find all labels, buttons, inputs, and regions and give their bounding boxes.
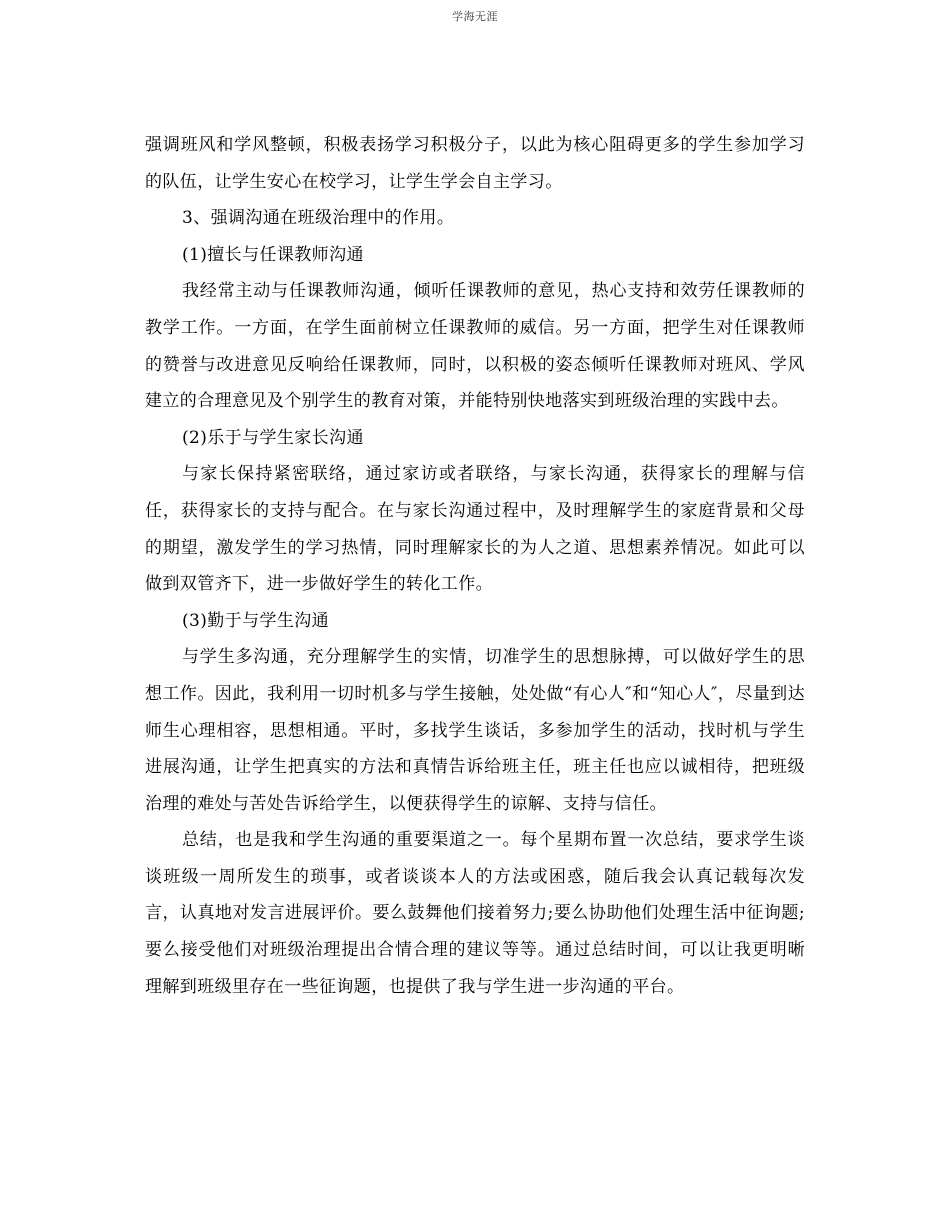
paragraph: 我经常主动与任课教师沟通，倾听任课教师的意见，热心支持和效劳任课教师的教学工作。一方面，在学生面前树立任课教师的威信。另一方面，把学生对任课教师的赞誉与改进意见反响给任课教师，同时，以积极的姿态倾听任课教师对班风、学风建立的合理意见及个别学生的教育对策，并能特别快地落实到班级治理的实践中去。 bbox=[145, 281, 805, 412]
subsection-heading: (2)乐于与学生家长沟通 bbox=[182, 427, 364, 448]
subsection-heading: (1)擅长与任课教师沟通 bbox=[182, 244, 364, 265]
subsection-heading: (3)勤于与学生沟通 bbox=[182, 610, 330, 631]
section-heading: 3、强调沟通在班级治理中的作用。 bbox=[182, 208, 455, 229]
paragraph: 与家长保持紧密联络，通过家访或者联络，与家长沟通，获得家长的理解与信任，获得家长的支持与配合。在与家长沟通过程中，及时理解学生的家庭背景和父母的期望，激发学生的学习热情，同时理解家长的为人之道、思想素养情况。如此可以做到双管齐下，进一步做好学生的转化工作。 bbox=[145, 464, 805, 595]
paragraph: 与学生多沟通，充分理解学生的实情，切准学生的思想脉搏，可以做好学生的思想工作。因此，我利用一切时机多与学生接触，处处做“有心人″和“知心人″，尽量到达师生心理相容，思想相通。平时，多找学生谈话，多参加学生的活动，找时机与学生进展沟通，让学生把真实的方法和真情告诉给班主任，班主任也应以诚相待，把班级治理的难处与苦处告诉给学生，以便获得学生的谅解、支持与信任。 bbox=[145, 647, 805, 814]
page-header: 学海无涯 bbox=[452, 10, 498, 23]
document-body bbox=[145, 127, 805, 1005]
paragraph: 强调班风和学风整顿，积极表扬学习积极分子，以此为核心阻碍更多的学生参加学习的队伍，让学生安心在校学习，让学生学会自主学习。 bbox=[145, 135, 805, 192]
paragraph: 总结，也是我和学生沟通的重要渠道之一。每个星期布置一次总结，要求学生谈谈班级一周所发生的琐事，或者谈谈本人的方法或困惑，随后我会认真记载每次发言，认真地对发言进展评价。要么鼓舞他们接着努力;要么协助他们处理生活中征询题;要么接受他们对班级治理提出合情合理的建议等等。通过总结时间，可以让我更明晰理解到班级里存在一些征询题，也提供了我与学生进一步沟通的平台。 bbox=[145, 830, 805, 997]
